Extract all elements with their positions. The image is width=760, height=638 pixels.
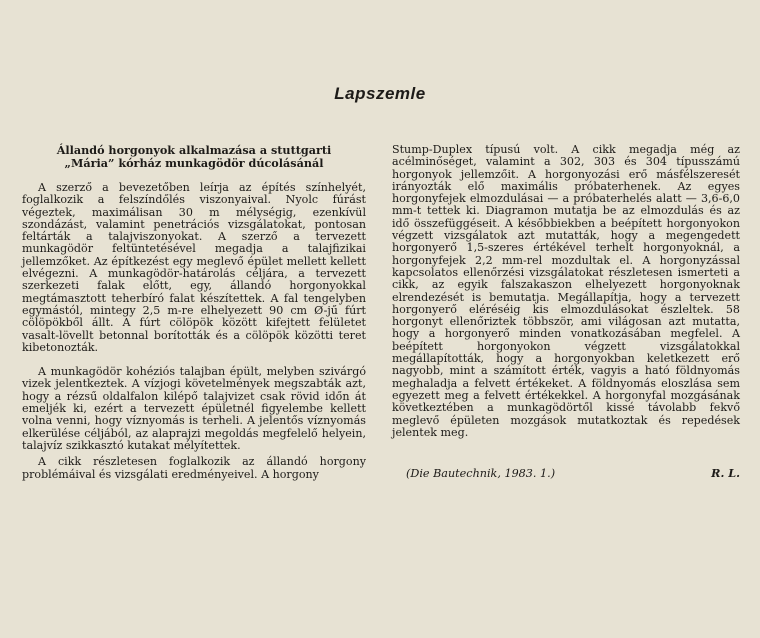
paragraph: A munkagödör kohéziós talajban épült, melyben szivárgó vizek jelentkeztek. A vízjogi követelmények megszabták azt, hogy a rézsű oldalfalon kilépő talajvizet csak rövid időn át emeljék ki, ezért a tervezett épületnél figyelembe kellett volna venni, hogy víznyomás is terheli. A jelentős víznyomás elkerülése céljából, az alaprajzi megoldás megfelelő helyein, talajvíz szikkasztó kutakat mélyítettek. bbox=[22, 365, 366, 452]
source-citation: (Die Bautechnik, 1983. 1.) bbox=[406, 467, 556, 480]
author-initials: R. L. bbox=[711, 466, 740, 480]
paragraph: A cikk részletesen foglalkozik az állandó horgony problémáival és vizsgálati eredményeivel. A horgony bbox=[22, 455, 366, 481]
section-heading: Lapszemle bbox=[334, 84, 426, 103]
article-title bbox=[22, 144, 366, 170]
paragraph: A szerző a bevezetőben leírja az építés színhelyét, foglalkozik a felszíndőlés viszonyaival. Nyolc fúrást végeztek, maximálisan 30 m mélységig, ezenkívül szondázást, valamint penetrációs vizsgálatokat, pontosan feltárták a talajviszonyokat. A szerző a tervezett munkagödör feltüntetésével megadja a talajfizikai jellemzőket. Az építkezést egy meglevő épület mellett kellett elvégezni. A munkagödör-határolás céljára, a tervezett szerkezeti falak előtt, egy, állandó horgonyokkal megtámasztott teherbíró falat készítettek. A fal tengelyben egymástól, mintegy 2,5 m-re elhelyezett 90 cm Ø-jű fúrt cölöpökből állt. A fúrt cölöpök között kifejtett felületet vasalt-lövellt betonnal borították és a cölöpök közötti teret kibetonozták. bbox=[22, 181, 366, 354]
left-column bbox=[22, 144, 366, 485]
article-title-line: „Mária” kórház munkagödör dúcolásánál bbox=[64, 156, 324, 170]
right-column bbox=[392, 144, 740, 443]
article-title-line: Állandó horgonyok alkalmazása a stuttgarti bbox=[56, 143, 332, 157]
paragraph: Stump-Duplex típusú volt. A cikk megadja még az acélminőséget, valamint a 302, 303 és 304 típusszámú horgonyok jellemzőit. A horgonyozási erő másfélszeresét irányozták elő maximális próbaterhenek. Az egyes horgonyfejek elmozdulásai — a próbaterhelés alatt — 3,6-6,0 mm-t tettek ki. Diagramon mutatja be az elmozdulás és az idő összefüggéseit. A későbbiekben a beépített horgonyokon végzett vizsgálatok azt mutatták, hogy a megengedett horgonyerő 1,5-szeres értékével terhelt horgonyoknál, a horgonyfejek 2,2 mm-rel mozdultak el. A horgonyzással kapcsolatos ellenőrzési vizsgálatokat részletesen ismerteti a cikk, az egyik falszakaszon elhelyezett horgonyoknak elrendezését is bemutatja. Megállapítja, hogy a tervezett horgonyerő eléréséig kis elmozdulásokat észleltek. 58 horgonyt ellenőriztek többször, ami világosan azt mutatta, hogy a horgonyerő minden vonatkozásában megfelel. A beépített horgonyokon végzett vizsgálatokkal megállapították, hogy a horgonyokban keletkezett erő nagyobb, mint a számított érték, vagyis a ható földnyomás meghaladja a felvett értékeket. A földnyomás eloszlása sem egyezett meg a felvett értékekkel. A horgonyfal mozgásának következtében a munkagödörtől kissé távolabb fekvő meglevő épületen mozgások mutatkoztak és repedések jelentek meg. bbox=[392, 143, 740, 439]
